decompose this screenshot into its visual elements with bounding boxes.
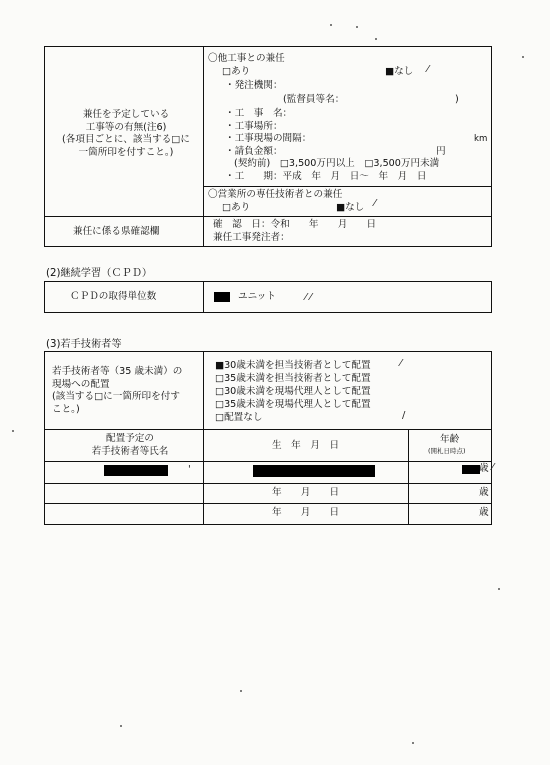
row2-age-unit: 歳 <box>479 487 489 498</box>
col-age-header: 年齢 <box>440 434 460 445</box>
orderer-field: 兼任工事発注者： <box>213 232 290 243</box>
col-name-header: 配置予定の 若手技術者等氏名 <box>91 433 169 457</box>
ordering-org-field: ・発注機関： <box>225 80 283 91</box>
confirm-date-field: 確 認 日：令和 年 月 日 <box>213 219 377 230</box>
yen-unit: 円 <box>436 146 446 157</box>
document-page: 兼任を予定している 工事等の有無(注6) (各項目ごとに、該当する□に 一箇所印を付すこと。) 〇他工事との兼任 □あり ■なし ⁄ ・発注機関： (監督員等名： ) ・工 事 名： ・工事場所： ・工事現場の間隔： km ・請負金額： 円 (契約前) □3,500万円以上 □3,500万円未満 ・工 期：平成 年 月 日～ 年 月 日 〇営業所の専任技術者との兼任 □あり ■なし ⁄ 兼任に係る県確認欄 確 認 日：令和 年 月 日 兼任工事発注者： (2)継続学習（ＣＰＤ） ＣＰＤの取得単位数 ユニット ⁄ ⁄ (3)若手技術者等 若手技術者等（35 歳未満）の 現場への配置 (該当する□に一箇所印を付す こと。) ■30歳未満を担当技術者として配置 ⁄ □35歳未満を担当技術者として配置 □30歳未満を現場代理人として配置 □35歳未満を現場代理人として配置 □配置なし / 配置予定の 若手技術者等氏名 生 年 月 日 年齢 (開札日時点) ' 歳 ⁄ 年 月 日 歳 年 月 日 歳 <box>0 0 550 765</box>
young-name-redacted <box>104 465 168 476</box>
young-option-2: □35歳未満を担当技術者として配置 <box>215 373 371 384</box>
cpd-label: ＣＰＤの取得単位数 <box>70 291 157 302</box>
row1-age-unit: 歳 <box>479 463 489 474</box>
office-engineer-title: 〇営業所の専任技術者との兼任 <box>208 189 343 200</box>
young-age-redacted <box>462 465 480 474</box>
young-label: 若手技術者等（35 歳未満）の 現場への配置 (該当する□に一箇所印を付す こと。) <box>52 366 183 415</box>
young-heading: (3)若手技術者等 <box>46 339 122 350</box>
young-option-1: ■30歳未満を担当技術者として配置 <box>215 360 371 371</box>
row2-birthdate: 年 月 日 <box>272 487 340 498</box>
cpd-heading: (2)継続学習（ＣＰＤ） <box>46 268 153 279</box>
young-option-3: □30歳未満を現場代理人として配置 <box>215 386 371 397</box>
contract-threshold-options: (契約前) □3,500万円以上 □3,500万円未満 <box>234 158 440 169</box>
work-site-field: ・工事場所： <box>225 121 283 132</box>
young-option-4: □35歳未満を現場代理人として配置 <box>215 399 371 410</box>
row3-age-unit: 歳 <box>479 507 489 518</box>
work-period-field: ・工 期：平成 年 月 日～ 年 月 日 <box>225 171 427 182</box>
young-option-5: □配置なし <box>215 412 263 423</box>
work-name-field: ・工 事 名： <box>225 108 293 119</box>
distance-field: ・工事現場の間隔： <box>225 133 312 144</box>
km-unit: km <box>474 134 488 144</box>
row3-birthdate: 年 月 日 <box>272 507 340 518</box>
dual-post-label: 兼任を予定している 工事等の有無(注6) (各項目ごとに、該当する□に 一箇所印を付すこと。) <box>62 109 190 158</box>
other-work-yes-checkbox: □あり <box>222 66 251 77</box>
young-birthdate-redacted <box>253 465 375 477</box>
supervisor-close: ) <box>455 94 459 105</box>
cpd-unit-label: ユニット <box>238 291 276 302</box>
other-work-title: 〇他工事との兼任 <box>208 53 285 64</box>
contract-amount-field: ・請負金額： <box>225 146 283 157</box>
col-birth-header: 生 年 月 日 <box>272 440 340 451</box>
cpd-units-redacted <box>214 292 230 302</box>
office-no-checkbox: ■なし <box>336 202 365 213</box>
office-yes-checkbox: □あり <box>222 202 251 213</box>
pref-confirm-label: 兼任に係る県確認欄 <box>73 226 160 237</box>
supervisor-field: (監督員等名： <box>283 94 345 105</box>
col-age-note: (開札日時点) <box>428 447 466 455</box>
other-work-no-checkbox: ■なし <box>385 66 414 77</box>
